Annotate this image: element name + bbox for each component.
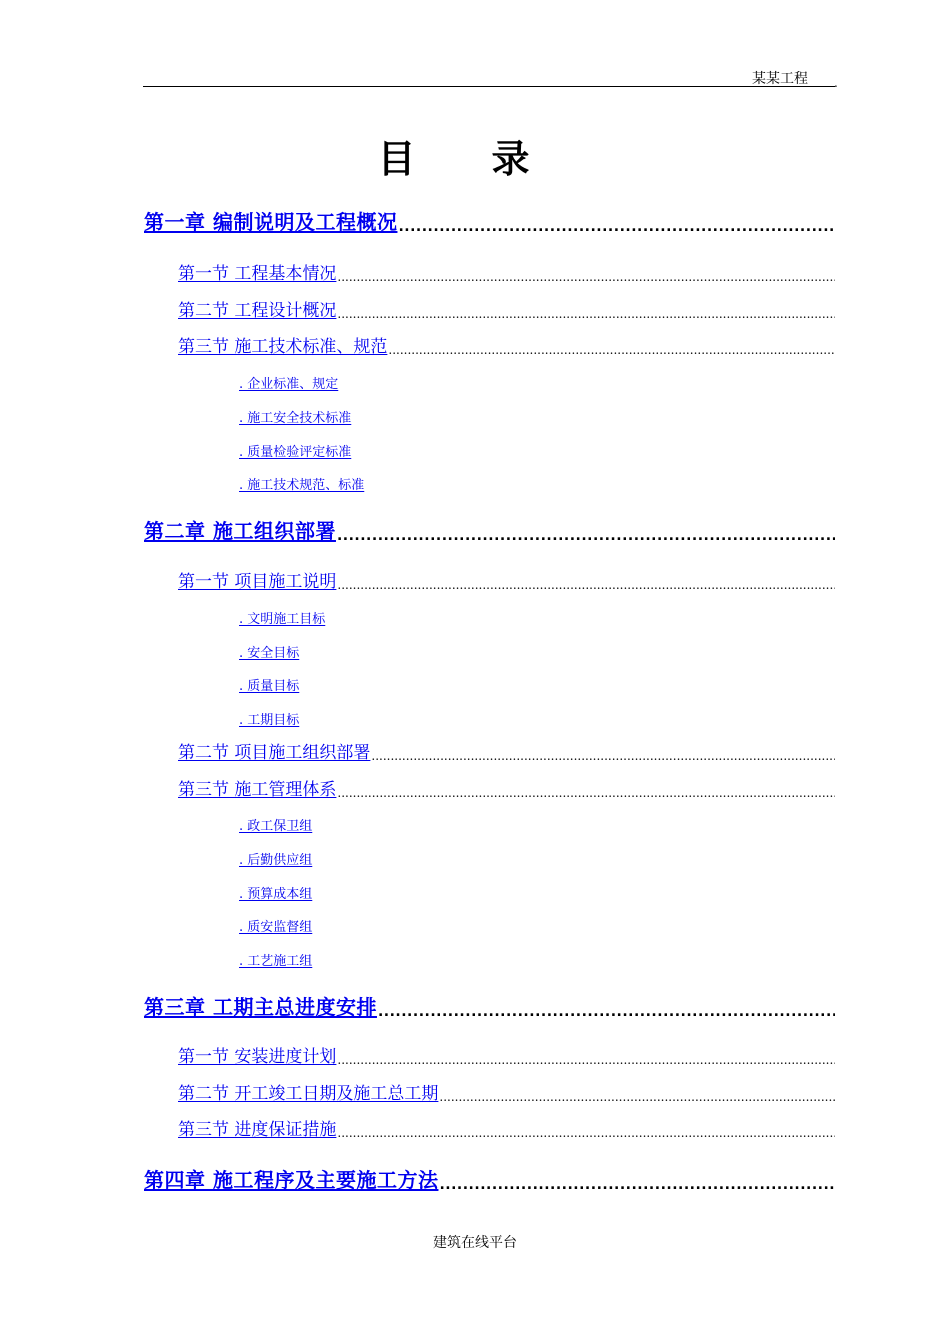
toc-section-label: 第三节 施工技术标准、规范 [178, 337, 388, 357]
toc-section-label: 第一节 项目施工说明 [178, 572, 337, 592]
page-header-text: 某某工程 [752, 71, 808, 87]
toc-sub-item[interactable]: . 工期目标 [239, 713, 300, 728]
toc-section-1-2[interactable] [178, 296, 835, 321]
toc-chapter-label: 第三章 工期主总进度安排 [144, 995, 377, 1019]
toc-sub-item[interactable]: . 施工安全技术标准 [239, 411, 352, 426]
toc-leader-dots [439, 1090, 835, 1104]
toc-sub-item[interactable]: . 质量检验评定标准 [239, 445, 352, 460]
toc-leader-dots [337, 1053, 835, 1067]
toc-section-3-2[interactable] [178, 1079, 835, 1104]
toc-leader-dots [371, 749, 835, 763]
toc-leader-dots [337, 270, 835, 284]
toc-leader-dots [337, 578, 835, 592]
toc-sub-item[interactable]: . 质量目标 [239, 679, 300, 694]
toc-leader-dots [337, 1126, 835, 1140]
toc-chapter-label: 第四章 施工程序及主要施工方法 [144, 1168, 439, 1192]
toc-section-1-3[interactable] [178, 332, 835, 357]
toc-sub-item[interactable]: . 文明施工目标 [239, 612, 326, 627]
toc-sub-item[interactable]: . 工艺施工组 [239, 954, 313, 969]
toc-section-3-1[interactable] [178, 1042, 835, 1067]
toc-leader-dots [388, 343, 835, 357]
toc-sub-item[interactable]: . 质安监督组 [239, 920, 313, 935]
toc-chapter-2[interactable] [144, 515, 835, 544]
toc-chapter-label: 第二章 施工组织部署 [144, 519, 336, 543]
page-title: 目录 [377, 137, 606, 181]
toc-section-label: 第一节 安装进度计划 [178, 1047, 337, 1067]
toc-chapter-label: 第一章 编制说明及工程概况 [144, 210, 398, 234]
toc-section-label: 第二节 开工竣工日期及施工总工期 [178, 1084, 439, 1104]
toc-sub-item[interactable]: . 预算成本组 [239, 887, 313, 902]
toc-leader-dots [337, 528, 835, 544]
toc-sub-item[interactable]: . 政工保卫组 [239, 819, 313, 834]
toc-leader-dots [337, 307, 835, 321]
toc-section-label: 第三节 施工管理体系 [178, 780, 337, 800]
toc-section-3-3[interactable] [178, 1115, 835, 1140]
toc-section-label: 第二节 项目施工组织部署 [178, 743, 371, 763]
toc-leader-dots [398, 219, 835, 235]
toc-section-2-2[interactable] [178, 738, 835, 763]
toc-leader-dots [439, 1177, 835, 1193]
toc-section-2-3[interactable] [178, 775, 835, 800]
toc-chapter-3[interactable] [144, 991, 835, 1020]
toc-section-2-1[interactable] [178, 567, 835, 592]
toc-section-label: 第一节 工程基本情况 [178, 264, 337, 284]
toc-leader-dots [378, 1004, 835, 1020]
toc-sub-item[interactable]: . 企业标准、规定 [239, 377, 339, 392]
toc-section-label: 第二节 工程设计概况 [178, 301, 337, 321]
toc-section-label: 第三节 进度保证措施 [178, 1120, 337, 1140]
page-header-dot: . [834, 76, 838, 90]
header-rule [143, 86, 835, 87]
toc-chapter-4[interactable] [144, 1164, 835, 1193]
page-footer: 建筑在线平台 [433, 1235, 517, 1251]
toc-section-1-1[interactable] [178, 259, 835, 284]
toc-leader-dots [337, 786, 835, 800]
toc-sub-item[interactable]: . 后勤供应组 [239, 853, 313, 868]
toc-sub-item[interactable]: . 施工技术规范、标准 [239, 478, 365, 493]
toc-chapter-1[interactable] [144, 206, 835, 235]
toc-sub-item[interactable]: . 安全目标 [239, 646, 300, 661]
